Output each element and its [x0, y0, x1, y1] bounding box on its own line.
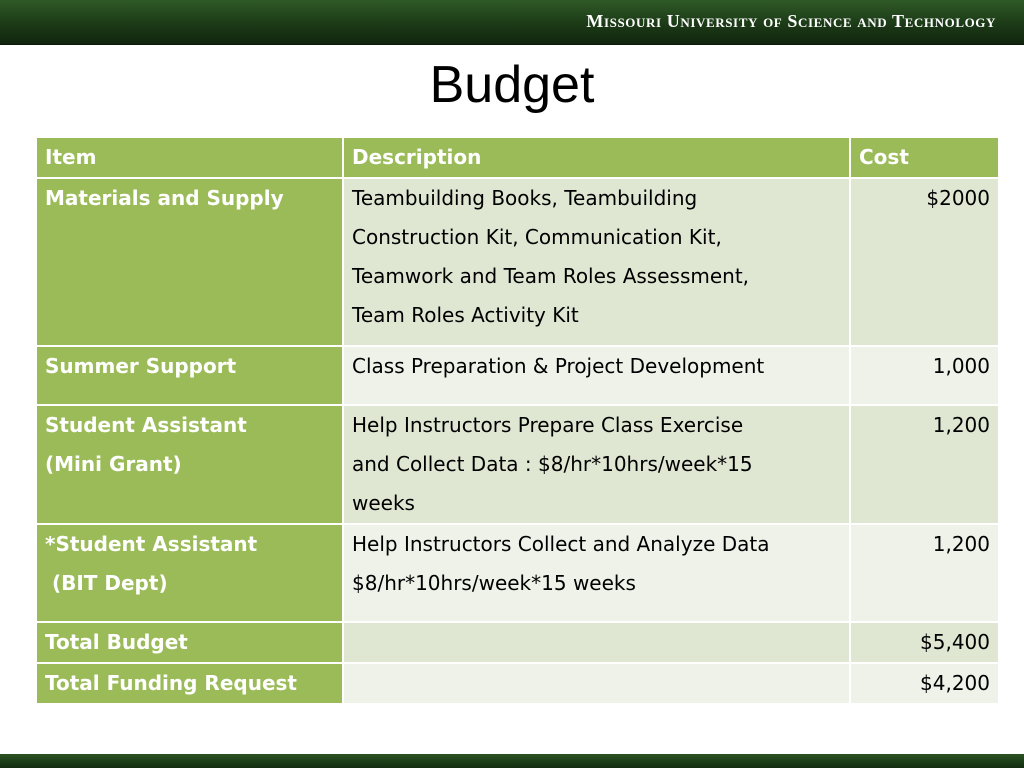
table-row [36, 524, 999, 622]
item-line: *Student Assistant [45, 532, 258, 556]
table-row [36, 622, 999, 663]
row-description [343, 663, 850, 704]
budget-table [35, 136, 1000, 705]
slide-title: Budget [429, 56, 595, 114]
description-line: Help Instructors Prepare Class Exercise [352, 413, 744, 437]
row-description [343, 622, 850, 663]
item-line: Student Assistant [45, 413, 247, 437]
row-item [36, 178, 343, 346]
table-row [36, 346, 999, 405]
item-line: Total Budget [45, 630, 188, 654]
row-item [36, 346, 343, 405]
row-description [343, 405, 850, 524]
row-item [36, 622, 343, 663]
item-line: (Mini Grant) [45, 452, 182, 476]
table-row [36, 178, 999, 346]
table-row [36, 663, 999, 704]
description-line: Class Preparation & Project Development [352, 354, 765, 378]
row-cost: $5,400 [850, 622, 999, 663]
row-description [343, 524, 850, 622]
item-line: Materials and Supply [45, 186, 284, 210]
column-header-description: Description [343, 137, 850, 178]
row-cost: $4,200 [850, 663, 999, 704]
row-cost: 1,200 [850, 405, 999, 524]
description-line: weeks [352, 491, 415, 515]
row-cost: 1,000 [850, 346, 999, 405]
description-line: Teamwork and Team Roles Assessment, [352, 264, 750, 288]
row-cost: $2000 [850, 178, 999, 346]
row-description [343, 178, 850, 346]
item-line: (BIT Dept) [45, 571, 168, 595]
row-item [36, 405, 343, 524]
item-line: Total Funding Request [45, 671, 297, 695]
row-item [36, 663, 343, 704]
description-line: Help Instructors Collect and Analyze Data [352, 532, 770, 556]
footer-band [0, 754, 1024, 768]
row-description [343, 346, 850, 405]
row-cost: 1,200 [850, 524, 999, 622]
description-line: and Collect Data : $8/hr*10hrs/week*15 [352, 452, 753, 476]
description-line: $8/hr*10hrs/week*15 weeks [352, 571, 636, 595]
header-band [0, 0, 1024, 45]
description-line: Team Roles Activity Kit [352, 303, 579, 327]
column-header-item: Item [36, 137, 343, 178]
column-header-cost: Cost [850, 137, 999, 178]
description-line: Teambuilding Books, Teambuilding [352, 186, 698, 210]
description-line: Construction Kit, Communication Kit, [352, 225, 722, 249]
row-item [36, 524, 343, 622]
table-header-row [36, 137, 999, 178]
institution-name: Missouri University of Science and Technology [586, 11, 996, 31]
item-line: Summer Support [45, 354, 237, 378]
table-row [36, 405, 999, 524]
